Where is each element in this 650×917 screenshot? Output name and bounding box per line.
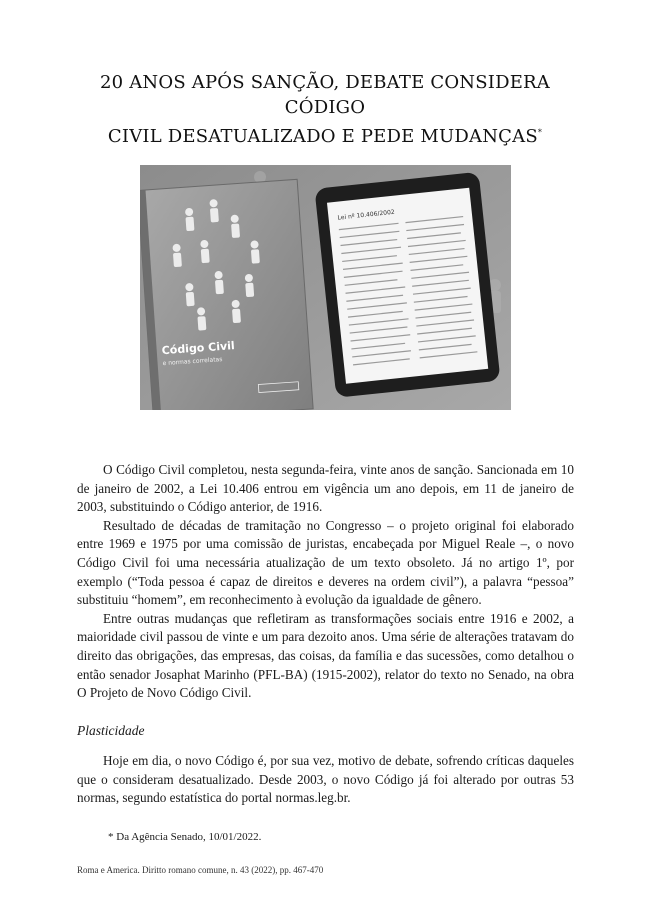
paragraph: Resultado de décadas de tramitação no Congresso – o projeto original foi elaborado entre 1969 e 1975 por uma comissão de juristas, encabeçada por Miguel Reale –, o novo Código Civil foi uma necessária atualização de um texto obsoleto. Já no artigo 1º, por exemplo (“Toda pessoa é capaz de direitos e deveres na ordem civil”), a palavra “pessoa” substituiu “homem”, em reconhecimento à evolução da igualdade de gênero. — [77, 517, 574, 608]
paragraph: O Código Civil completou, nesta segunda-feira, vinte anos de sanção. Sancionada em 10 de janeiro de 2002, a Lei 10.406 entrou em vigência um ano depois, em 11 de janeiro de 2003, substituindo o Código anterior, de 1916. — [77, 462, 574, 515]
title-footnote-marker: * — [537, 128, 543, 137]
title-line-2 — [60, 120, 590, 149]
paragraph: Entre outras mudanças que refletiram as transformações sociais entre 1916 e 2002, a maioridade civil passou de vinte e um para dezoito anos. Uma série de alterações tratavam do direito das obrigações, das empresas, das coisas, da família e das sucessões, como detalhou o então senador Josaphat Marinho (PFL-BA) (1915-2002), relator do texto no Senado, na obra O Projeto de Novo Código Civil. — [77, 610, 574, 701]
page-footer: Roma e America. Diritto romano comune, n. 43 (2022), pp. 467-470 — [77, 865, 324, 875]
book-title: Código Civil — [161, 339, 236, 358]
article-body-section — [77, 752, 574, 808]
section-heading: Plasticidade — [77, 723, 145, 738]
tablet — [314, 172, 500, 398]
book-subtitle: e normas correlatas — [162, 356, 223, 368]
code-book — [140, 179, 313, 410]
article-body — [77, 461, 574, 703]
title-line-2-text: CIVIL DESATUALIZADO E PEDE MUDANÇAS — [107, 126, 538, 147]
paragraph: Hoje em dia, o novo Código é, por sua vez, motivo de debate, sofrendo críticas daqueles que o consideram desatualizado. Desde 2003, o novo Código já foi alterado por outras 53 normas, segundo estatística do portal normas.leg.br. — [77, 753, 574, 806]
tablet-heading: Lei nº 10.406/2002 — [337, 208, 396, 222]
article-photo — [140, 165, 511, 410]
footnote: * Da Agência Senado, 10/01/2022. — [108, 831, 262, 843]
photo-illustration — [140, 165, 511, 410]
title-line-1: 20 ANOS APÓS SANÇÃO, DEBATE CONSIDERA CÓDIGO — [99, 72, 551, 118]
article-title — [60, 70, 590, 149]
